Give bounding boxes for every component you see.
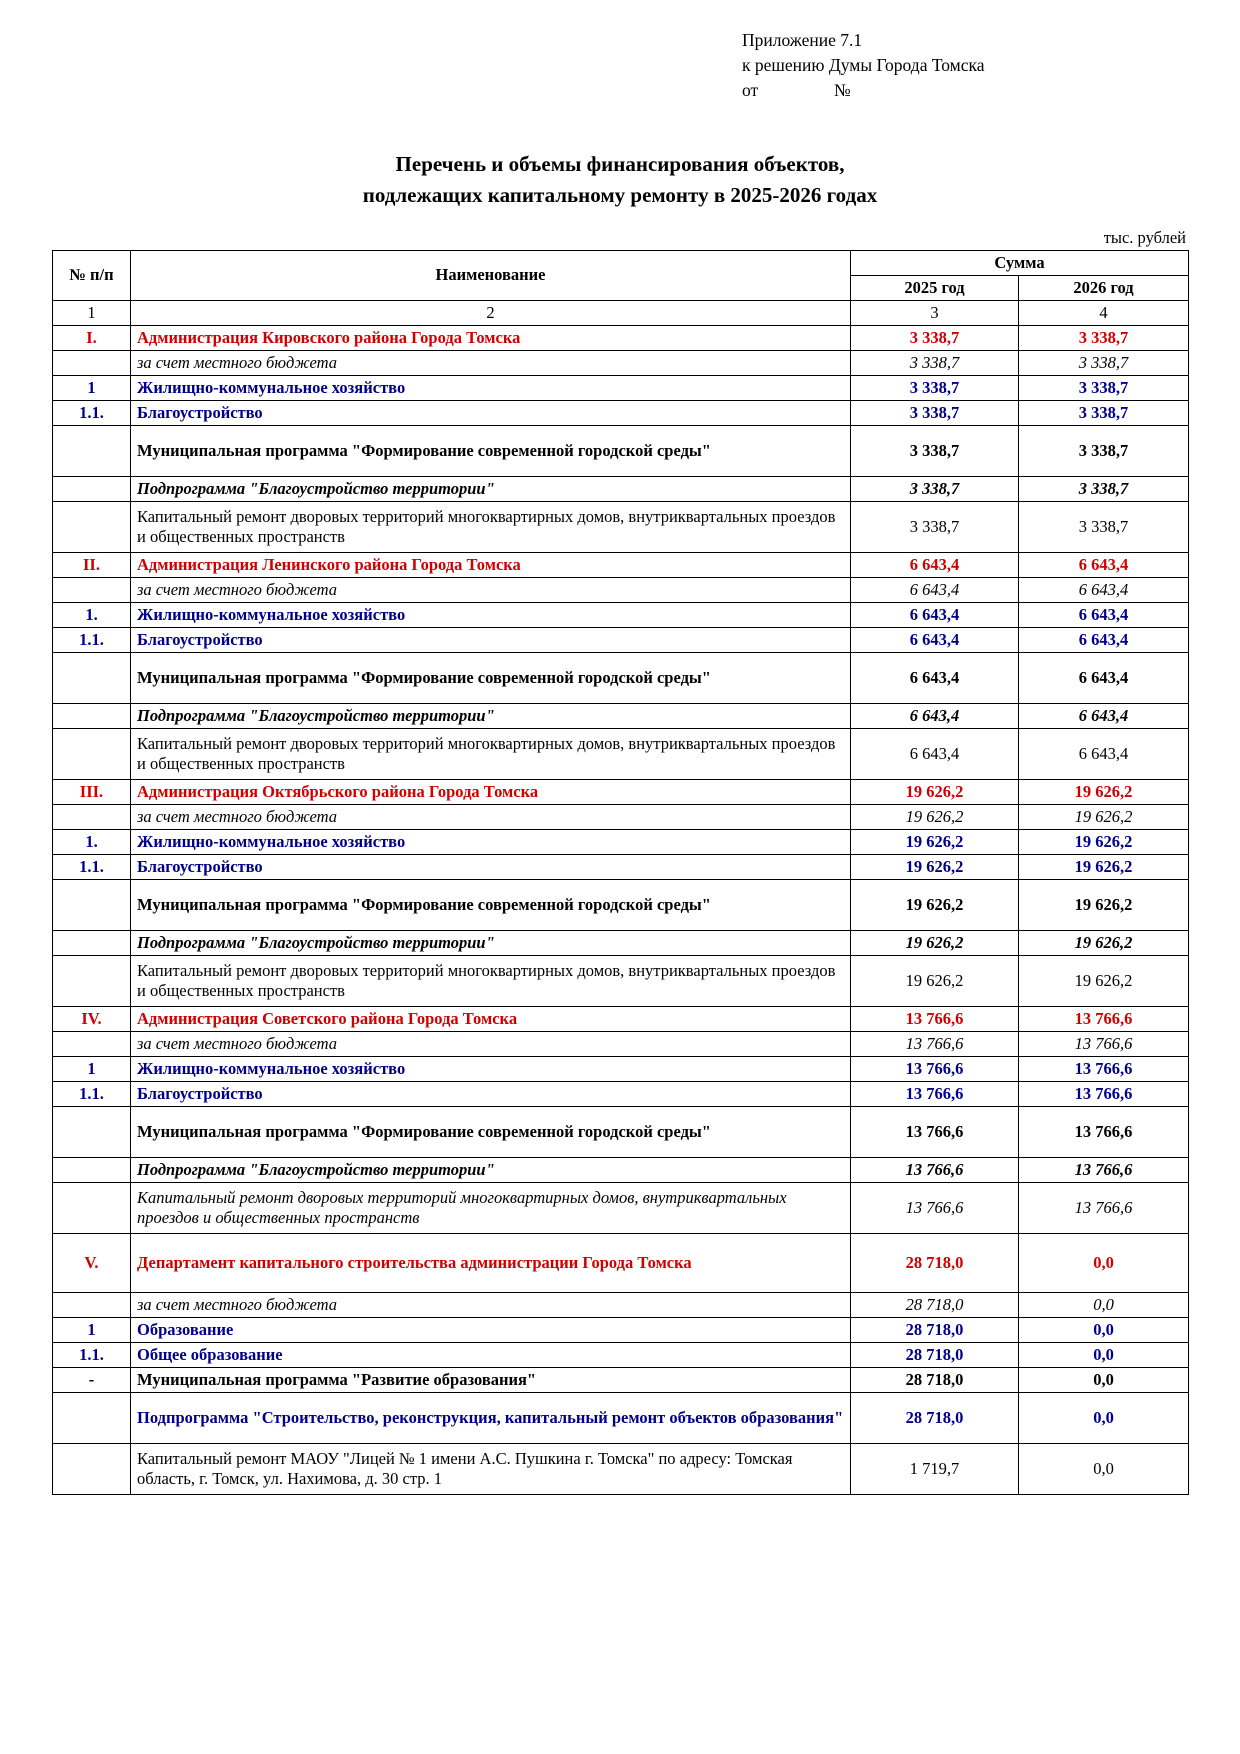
row-value-2025: 28 718,0 — [851, 1317, 1019, 1342]
page-title-line2: подлежащих капитальному ремонту в 2025-2026 годах — [362, 183, 878, 208]
row-value-2026: 6 643,4 — [1019, 728, 1189, 779]
row-name: Подпрограмма "Строительство, реконструкция, капитальный ремонт объектов образования" — [131, 1392, 851, 1443]
row-number — [53, 425, 131, 476]
decision-reference: к решению Думы Города Томска — [742, 54, 985, 75]
row-value-2025: 13 766,6 — [851, 1182, 1019, 1233]
row-value-2026: 6 643,4 — [1019, 577, 1189, 602]
row-value-2025: 28 718,0 — [851, 1292, 1019, 1317]
row-value-2025: 3 338,7 — [851, 400, 1019, 425]
row-value-2025: 6 643,4 — [851, 703, 1019, 728]
row-value-2025: 28 718,0 — [851, 1342, 1019, 1367]
row-number: 1.1. — [53, 1081, 131, 1106]
row-value-2025: 6 643,4 — [851, 728, 1019, 779]
row-number — [53, 955, 131, 1006]
row-value-2026: 19 626,2 — [1019, 779, 1189, 804]
row-value-2026: 0,0 — [1019, 1292, 1189, 1317]
row-number — [53, 728, 131, 779]
table-row — [53, 804, 1189, 829]
row-value-2025: 6 643,4 — [851, 577, 1019, 602]
column-header-sum: Сумма — [851, 250, 1189, 275]
row-number: 1 — [53, 375, 131, 400]
row-name: за счет местного бюджета — [131, 350, 851, 375]
row-value-2026: 3 338,7 — [1019, 501, 1189, 552]
row-value-2026: 13 766,6 — [1019, 1182, 1189, 1233]
row-number: 1. — [53, 829, 131, 854]
row-name: Благоустройство — [131, 627, 851, 652]
row-value-2026: 0,0 — [1019, 1443, 1189, 1494]
row-number — [53, 1031, 131, 1056]
row-name: Подпрограмма "Благоустройство территории" — [131, 476, 851, 501]
row-name: Муниципальная программа "Формирование современной городской среды" — [131, 425, 851, 476]
row-value-2025: 28 718,0 — [851, 1233, 1019, 1292]
row-value-2025: 6 643,4 — [851, 627, 1019, 652]
table-row — [53, 602, 1189, 627]
column-header-year1: 2025 год — [851, 275, 1019, 300]
row-number: 1 — [53, 1056, 131, 1081]
row-number — [53, 930, 131, 955]
row-value-2025: 6 643,4 — [851, 552, 1019, 577]
table-row — [53, 879, 1189, 930]
row-value-2025: 19 626,2 — [851, 829, 1019, 854]
row-value-2025: 6 643,4 — [851, 602, 1019, 627]
date-number-line — [742, 78, 1188, 103]
row-value-2026: 6 643,4 — [1019, 703, 1189, 728]
row-value-2026: 13 766,6 — [1019, 1157, 1189, 1182]
row-number — [53, 1106, 131, 1157]
row-number — [53, 879, 131, 930]
row-value-2026: 0,0 — [1019, 1367, 1189, 1392]
row-value-2026: 13 766,6 — [1019, 1056, 1189, 1081]
row-value-2026: 13 766,6 — [1019, 1006, 1189, 1031]
row-value-2026: 13 766,6 — [1019, 1081, 1189, 1106]
row-value-2025: 6 643,4 — [851, 652, 1019, 703]
table-row — [53, 501, 1189, 552]
column-header-name: Наименование — [131, 250, 851, 300]
row-value-2026: 3 338,7 — [1019, 425, 1189, 476]
table-row — [53, 779, 1189, 804]
page-title — [52, 149, 1188, 212]
appendix-number: Приложение 7.1 — [742, 30, 863, 50]
row-name: Администрация Кировского района Города Томска — [131, 325, 851, 350]
table-row — [53, 1056, 1189, 1081]
colnumber-3: 3 — [851, 300, 1019, 325]
table-row — [53, 728, 1189, 779]
row-number — [53, 577, 131, 602]
date-label: от — [742, 79, 759, 100]
units-label: тыс. рублей — [1103, 227, 1186, 247]
row-name: Подпрограмма "Благоустройство территории" — [131, 930, 851, 955]
row-name: Муниципальная программа "Развитие образования" — [131, 1367, 851, 1392]
row-value-2025: 28 718,0 — [851, 1392, 1019, 1443]
row-number: - — [53, 1367, 131, 1392]
row-name: Благоустройство — [131, 1081, 851, 1106]
table-row — [53, 1031, 1189, 1056]
financing-table — [52, 250, 1189, 1495]
colnumber-2: 2 — [131, 300, 851, 325]
row-value-2026: 3 338,7 — [1019, 476, 1189, 501]
table-row — [53, 325, 1189, 350]
row-number — [53, 1292, 131, 1317]
table-row — [53, 1006, 1189, 1031]
row-name: Капитальный ремонт дворовых территорий многоквартирных домов, внутриквартальных проездов и общественных пространств — [131, 1182, 851, 1233]
table-row — [53, 930, 1189, 955]
row-name: Благоустройство — [131, 400, 851, 425]
row-value-2025: 13 766,6 — [851, 1006, 1019, 1031]
table-row — [53, 1367, 1189, 1392]
row-value-2026: 6 643,4 — [1019, 627, 1189, 652]
table-row — [53, 1081, 1189, 1106]
table-row — [53, 955, 1189, 1006]
table-row — [53, 577, 1189, 602]
row-name: Капитальный ремонт МАОУ "Лицей № 1 имени А.С. Пушкина г. Томска" по адресу: Томская область, г. Томск, ул. Нахимова, д. 30 стр. 1 — [131, 1443, 851, 1494]
row-value-2025: 13 766,6 — [851, 1031, 1019, 1056]
row-name: Подпрограмма "Благоустройство территории" — [131, 703, 851, 728]
row-value-2026: 19 626,2 — [1019, 879, 1189, 930]
row-value-2026: 0,0 — [1019, 1317, 1189, 1342]
row-name: Капитальный ремонт дворовых территорий многоквартирных домов, внутриквартальных проездов и общественных пространств — [131, 955, 851, 1006]
row-name: Жилищно-коммунальное хозяйство — [131, 375, 851, 400]
row-name: Образование — [131, 1317, 851, 1342]
row-name: Подпрограмма "Благоустройство территории" — [131, 1157, 851, 1182]
table-row — [53, 627, 1189, 652]
row-name: Администрация Советского района Города Томска — [131, 1006, 851, 1031]
table-row — [53, 552, 1189, 577]
row-value-2025: 19 626,2 — [851, 930, 1019, 955]
colnumber-1: 1 — [53, 300, 131, 325]
row-number — [53, 1443, 131, 1494]
table-row — [53, 1157, 1189, 1182]
row-value-2025: 3 338,7 — [851, 375, 1019, 400]
row-number — [53, 703, 131, 728]
table-row — [53, 1317, 1189, 1342]
table-row — [53, 1182, 1189, 1233]
table-row — [53, 350, 1189, 375]
row-number — [53, 1182, 131, 1233]
row-number: II. — [53, 552, 131, 577]
row-value-2026: 13 766,6 — [1019, 1106, 1189, 1157]
row-value-2025: 19 626,2 — [851, 955, 1019, 1006]
row-name: Общее образование — [131, 1342, 851, 1367]
table-row — [53, 829, 1189, 854]
row-value-2026: 0,0 — [1019, 1342, 1189, 1367]
table-row — [53, 1443, 1189, 1494]
row-value-2026: 19 626,2 — [1019, 854, 1189, 879]
row-value-2026: 19 626,2 — [1019, 955, 1189, 1006]
row-value-2026: 3 338,7 — [1019, 375, 1189, 400]
row-name: Муниципальная программа "Формирование современной городской среды" — [131, 652, 851, 703]
row-number — [53, 476, 131, 501]
row-number — [53, 1392, 131, 1443]
row-name: Муниципальная программа "Формирование современной городской среды" — [131, 1106, 851, 1157]
row-name: Жилищно-коммунальное хозяйство — [131, 829, 851, 854]
table-row — [53, 1233, 1189, 1292]
row-value-2025: 13 766,6 — [851, 1056, 1019, 1081]
row-value-2026: 19 626,2 — [1019, 829, 1189, 854]
table-row — [53, 375, 1189, 400]
table-body — [53, 325, 1189, 1494]
row-value-2026: 6 643,4 — [1019, 652, 1189, 703]
row-name: за счет местного бюджета — [131, 1292, 851, 1317]
table-row — [53, 652, 1189, 703]
colnumber-4: 4 — [1019, 300, 1189, 325]
page-title-line1: Перечень и объемы финансирования объектов, — [395, 151, 845, 176]
row-value-2025: 19 626,2 — [851, 779, 1019, 804]
row-name: за счет местного бюджета — [131, 577, 851, 602]
row-number: 1.1. — [53, 400, 131, 425]
row-value-2025: 3 338,7 — [851, 425, 1019, 476]
row-name: за счет местного бюджета — [131, 804, 851, 829]
table-row — [53, 1106, 1189, 1157]
row-number: 1.1. — [53, 627, 131, 652]
row-number: 1. — [53, 602, 131, 627]
row-value-2026: 19 626,2 — [1019, 804, 1189, 829]
row-value-2025: 3 338,7 — [851, 501, 1019, 552]
row-value-2026: 0,0 — [1019, 1392, 1189, 1443]
row-name: Муниципальная программа "Формирование современной городской среды" — [131, 879, 851, 930]
row-number — [53, 652, 131, 703]
column-header-num: № п/п — [53, 250, 131, 300]
row-value-2025: 13 766,6 — [851, 1157, 1019, 1182]
row-number — [53, 501, 131, 552]
row-value-2025: 19 626,2 — [851, 804, 1019, 829]
document-header — [742, 28, 1188, 103]
row-name: Капитальный ремонт дворовых территорий многоквартирных домов, внутриквартальных проездов и общественных пространств — [131, 728, 851, 779]
row-number: III. — [53, 779, 131, 804]
table-column-numbers-row — [53, 300, 1189, 325]
row-value-2025: 3 338,7 — [851, 325, 1019, 350]
table-row — [53, 476, 1189, 501]
row-value-2025: 1 719,7 — [851, 1443, 1019, 1494]
row-number: I. — [53, 325, 131, 350]
table-row — [53, 1392, 1189, 1443]
row-value-2026: 0,0 — [1019, 1233, 1189, 1292]
row-number: V. — [53, 1233, 131, 1292]
row-name: за счет местного бюджета — [131, 1031, 851, 1056]
row-value-2026: 3 338,7 — [1019, 350, 1189, 375]
row-number — [53, 350, 131, 375]
column-header-year2: 2026 год — [1019, 275, 1189, 300]
row-name: Департамент капитального строительства администрации Города Томска — [131, 1233, 851, 1292]
table-row — [53, 854, 1189, 879]
row-value-2025: 13 766,6 — [851, 1081, 1019, 1106]
table-row — [53, 1342, 1189, 1367]
row-value-2025: 13 766,6 — [851, 1106, 1019, 1157]
table-header-row — [53, 250, 1189, 275]
row-number — [53, 1157, 131, 1182]
row-value-2026: 3 338,7 — [1019, 325, 1189, 350]
row-number: 1.1. — [53, 854, 131, 879]
row-value-2025: 3 338,7 — [851, 350, 1019, 375]
row-number: 1.1. — [53, 1342, 131, 1367]
row-number: IV. — [53, 1006, 131, 1031]
row-number: 1 — [53, 1317, 131, 1342]
row-value-2025: 19 626,2 — [851, 854, 1019, 879]
row-value-2026: 19 626,2 — [1019, 930, 1189, 955]
row-name: Администрация Ленинского района Города Томска — [131, 552, 851, 577]
table-row — [53, 400, 1189, 425]
row-value-2026: 6 643,4 — [1019, 602, 1189, 627]
row-name: Администрация Октябрьского района Города Томска — [131, 779, 851, 804]
table-row — [53, 1292, 1189, 1317]
row-value-2025: 3 338,7 — [851, 476, 1019, 501]
table-row — [53, 703, 1189, 728]
number-label: № — [834, 79, 851, 100]
row-number — [53, 804, 131, 829]
row-value-2026: 3 338,7 — [1019, 400, 1189, 425]
row-value-2026: 13 766,6 — [1019, 1031, 1189, 1056]
row-value-2025: 19 626,2 — [851, 879, 1019, 930]
row-value-2026: 6 643,4 — [1019, 552, 1189, 577]
table-row — [53, 425, 1189, 476]
row-value-2025: 28 718,0 — [851, 1367, 1019, 1392]
row-name: Капитальный ремонт дворовых территорий многоквартирных домов, внутриквартальных проездов и общественных пространств — [131, 501, 851, 552]
row-name: Благоустройство — [131, 854, 851, 879]
row-name: Жилищно-коммунальное хозяйство — [131, 602, 851, 627]
row-name: Жилищно-коммунальное хозяйство — [131, 1056, 851, 1081]
